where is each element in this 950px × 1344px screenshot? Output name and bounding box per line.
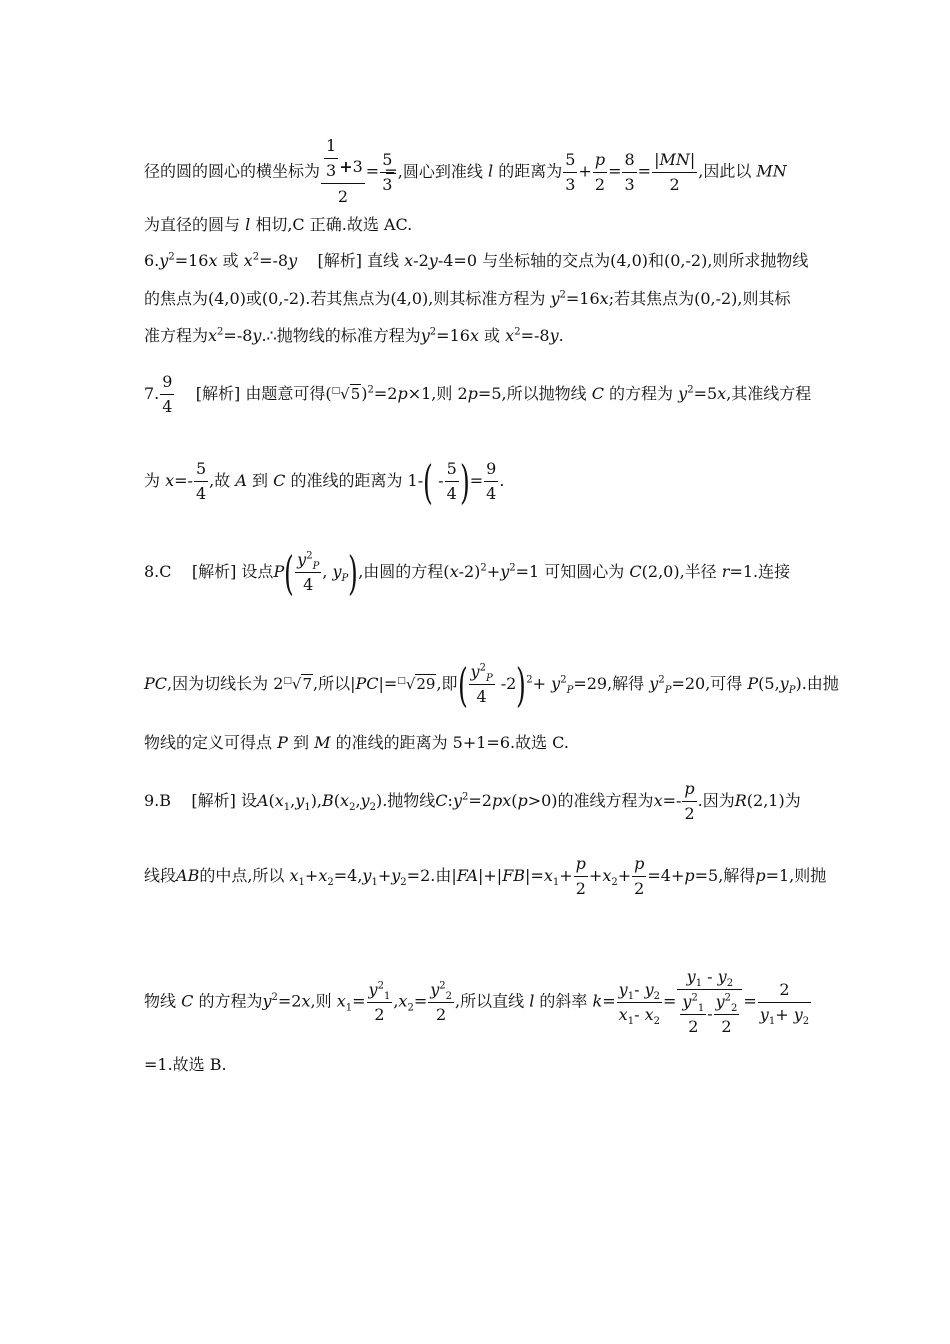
q8-line-1: 8.C [解析] 设点P( $\frac{y^2_P}{4}$ , $y_P$),由圆的方程$(x-2)^2+y^2=1$ 可知圆心为 C(2,0),半径 r=1.连接 [144, 545, 791, 600]
q7-line-1: 7. $\frac{9}{4}$ [解析] 由题意可得$(^□√5)^2=2p\times 1$,则 2p=5,所以抛物线 C 的方程为 $y^2=5x$,其准线方程 [144, 372, 812, 416]
text: =5,所以抛物线 [477, 384, 587, 403]
text: ,其准线方程 [726, 384, 812, 403]
text-line-1: 径的圆的圆心的横坐标为 $\frac{1}{3}$ +3 2 = $\frac{5}{3}$ =,圆心到准线 l 的距离为 $\frac{5}{3}$ + $\frac{p}{2}$ = $\frac{8}{3}$ = $\frac{|MN|}{2}$ ,因此以 MN [144, 136, 787, 206]
text: .因为 [697, 791, 735, 810]
text: ,因此以 [698, 161, 752, 181]
text: =1.故选 B. [144, 1055, 227, 1074]
text: =5,解得 [694, 866, 756, 885]
text: ,因为切线长为 2 [167, 674, 284, 693]
text: 的方程为 [198, 991, 263, 1011]
text: 的斜率 [539, 991, 588, 1011]
text: 物线 [144, 991, 177, 1011]
text: |= [378, 674, 398, 693]
text: ,则 [310, 991, 332, 1011]
text: =1,则抛 [765, 866, 827, 885]
text: 线段 [144, 866, 177, 885]
text: =,圆心到准线 [384, 161, 483, 181]
text: 物线的定义可得点 [144, 733, 273, 752]
text: (2,0),半径 [641, 562, 717, 581]
text: ;若其焦点为(0,-2),则其标 [608, 289, 791, 308]
q9-line-1: 9.B [解析] 设$A(x_1,y_1),B(x_2,y_2)$.抛物线$C:y^2=2px(p>0)$的准线方程为x=- $\frac{p}{2}$ .因为R(2,1)为 [144, 779, 801, 823]
text: 为 [144, 471, 161, 490]
text: ,所以直线 [455, 991, 525, 1011]
q6-number: 6. [144, 251, 160, 270]
text: 到 [251, 471, 268, 490]
q6-line-2: 的焦点为(4,0)或(0,-2).若其焦点为(4,0),则其标准方程为 $y^2=16x$;若其焦点为(0,-2),则其标 [144, 289, 791, 308]
text: 的中点,所以 [199, 866, 285, 885]
text: 的准线的距离为 1- [290, 471, 424, 490]
text: ,所以| [313, 674, 356, 693]
text: 径的圆的圆心的横坐标为 [144, 161, 321, 181]
text: =29,解得 [573, 674, 645, 693]
text: 的焦点为(4,0)或(0,-2).若其焦点为(4,0),则其标准方程为 [144, 289, 546, 308]
text: [解析] 由题意可得( [195, 384, 332, 403]
q6-line-3: 准方程为$x^2=-8y.\therefore$抛物线的标准方程为$y^2=16x$ 或 $x^2=-8y$. [144, 326, 564, 345]
q9-line-4 [144, 1055, 227, 1075]
text: ,由圆的方程( [358, 562, 450, 581]
text: 到 [292, 733, 309, 752]
text: =0 与坐标轴的交点为(4,0)和(0,-2),则所求抛物线 [453, 251, 809, 270]
text: (2,1)为 [746, 791, 801, 810]
text: ,即 [436, 674, 458, 693]
text-line-2: 为直径的圆与 l 相切,C 正确.故选 AC. [144, 215, 413, 234]
text: [解析] 设点 [191, 562, 274, 581]
text: ,故 [209, 471, 231, 490]
text: [解析] 设 [191, 791, 257, 810]
q9-line-2: 线段AB的中点,所以 $x_1+x_2=4,y_1+y_2=2$.由$|FA|+|FB|=x_1+$ $\frac{p}{2}$ $+x_2+$ $\frac{p}{2}$ =4+p=5,解得p=1,则抛 [144, 854, 827, 898]
text: .∴抛物线的标准方程为 [261, 326, 421, 345]
text: =2 [373, 384, 398, 403]
text: ).由抛 [795, 674, 839, 693]
text: 的准线方程为 [557, 791, 654, 810]
text: .抛物线 [382, 791, 436, 810]
text: 的距离为 [498, 161, 563, 181]
text: 的方程为 [609, 384, 674, 403]
text: 准方程为 [144, 326, 209, 345]
q6-line-1: $6.y^2=16x$ 或 $x^2=-8y$ [解析] 直线 x-2y-4=0 与坐标轴的交点为(4,0)和(0,-2),则所求抛物线 [144, 251, 809, 270]
text: 相切,C 正确.故选 AC. [255, 215, 413, 234]
text: =1 可知圆心为 [515, 562, 625, 581]
text: =20,可得 [671, 674, 743, 693]
text: [解析] 直线 [317, 251, 400, 270]
q8-number: 8.C [144, 562, 172, 581]
q7-line-2: 为 x=- $\frac{5}{4}$ ,故 A 到 C 的准线的距离为 1-( - $\frac{5}{4}$ )= $\frac{9}{4}$ . [144, 454, 505, 509]
text: =1.连接 [729, 562, 791, 581]
text: 为直径的圆与 [144, 215, 241, 234]
text: 的准线的距离为 5+1=6.故选 C. [335, 733, 569, 752]
q8-line-3: 物线的定义可得点 P 到 M 的准线的距离为 5+1=6.故选 C. [144, 733, 569, 752]
q8-line-2: PC,因为切线长为 2□√7,所以|PC|=□√29,即( $\frac{y^2_P}{4}$ $-2)^2+ y^2_P=29$,解得 $y^2_P=20$,可得 $P(5,y_P)$.由抛 [144, 657, 839, 712]
q7-number: 7. [144, 384, 160, 403]
text: .由| [430, 866, 457, 885]
q9-line-3: 物线 C 的方程为$y^2=2x$,则 $x_1=$ $\frac{y^2_1}{2}$ $,x_2=$ $\frac{y^2_2}{2}$ ,所以直线 l 的斜率 k= $\frac{y_1- y_2}{x_1- x_2}$ = $y_1 - y_2$ $\frac{y^2_1}{2}$ - $\frac{y^2_2}{2}$ = $\frac{2}{y_1+ y_2}$ [144, 967, 810, 1036]
q9-number: 9.B [144, 791, 172, 810]
text: ×1,则 2 [407, 384, 468, 403]
